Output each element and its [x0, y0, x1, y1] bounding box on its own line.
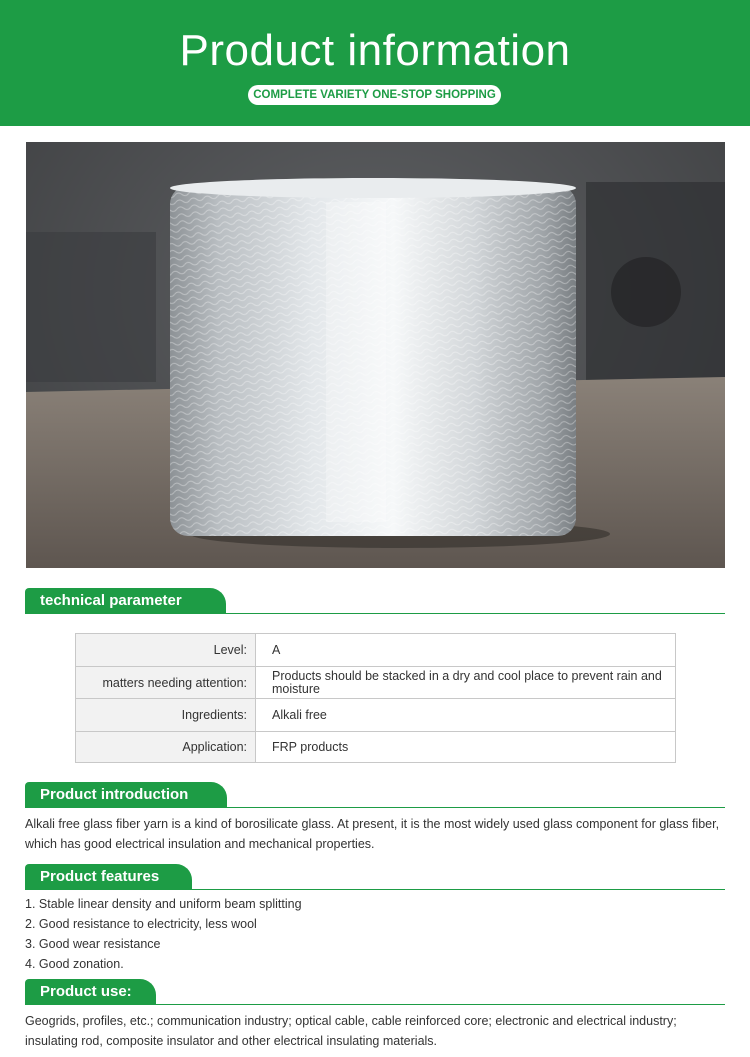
- product-introduction-header: [25, 782, 725, 808]
- technical-parameter-header: [25, 588, 725, 614]
- parameter-table: [75, 633, 676, 763]
- table-row: [76, 634, 676, 667]
- feature-item: 4. Good zonation.: [25, 957, 124, 971]
- use-text: Geogrids, profiles, etc.; communication industry; optical cable, cable reinforced core; electronic and electrical industry; insulating rod, composite insulator and other electrical insulating materials.: [25, 1014, 677, 1048]
- param-label: Level:: [76, 634, 256, 667]
- technical-parameter-title: technical parameter: [25, 588, 226, 613]
- table-row: [76, 699, 676, 732]
- slogan-badge: COMPLETE VARIETY ONE-STOP SHOPPING: [248, 85, 501, 105]
- product-features-header: [25, 864, 725, 890]
- param-label: matters needing attention:: [76, 667, 256, 699]
- table-row: [76, 667, 676, 699]
- param-value: Products should be stacked in a dry and cool place to prevent rain and moisture: [256, 667, 676, 699]
- param-value: Alkali free: [256, 699, 676, 732]
- introduction-text: Alkali free glass fiber yarn is a kind of borosilicate glass. At present, it is the most widely used glass component for glass fiber, which has good electrical insulation and mechanical properties.: [25, 817, 720, 851]
- product-photo: [26, 142, 725, 568]
- param-label: Application:: [76, 732, 256, 763]
- feature-item: 1. Stable linear density and uniform beam splitting: [25, 897, 302, 911]
- feature-item: 2. Good resistance to electricity, less wool: [25, 917, 257, 931]
- page-header: [0, 0, 750, 126]
- table-row: [76, 732, 676, 763]
- param-value: A: [256, 634, 676, 667]
- product-features-title: Product features: [25, 864, 192, 889]
- product-introduction-title: Product introduction: [25, 782, 227, 807]
- param-label: Ingredients:: [76, 699, 256, 732]
- product-use-header: [25, 979, 725, 1005]
- fiber-roll-illustration: [26, 142, 725, 568]
- param-value: FRP products: [256, 732, 676, 763]
- feature-item: 3. Good wear resistance: [25, 937, 161, 951]
- page-title: Product information: [179, 26, 571, 75]
- product-use-title: Product use:: [25, 979, 156, 1004]
